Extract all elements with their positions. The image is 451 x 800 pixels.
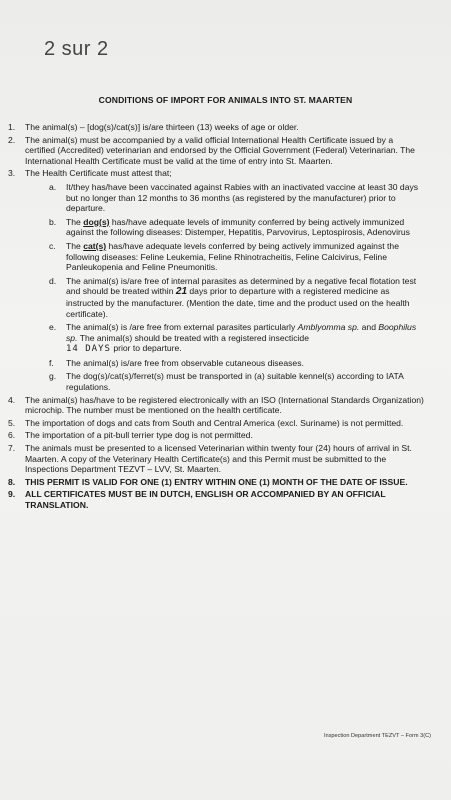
health-certificate-sublist (25, 182, 424, 393)
subcondition-a: a. It/they has/have been vaccinated against Rabies with an inactivated vaccine at least 30 days but no longer than 12 months to 36 months (as registered by the manufacturer) prior to departure. (49, 181, 419, 214)
condition-4: 4. The animal(s) has/have to be registered electronically with an ISO (International Standards Organization) microchip. The number must be mentioned on the health certificate. (8, 394, 424, 416)
subcondition-e: e. The animal(s) is /are free from external parasites particularly Amblyomma sp. and Boophilus sp. The animal(s) should be treated with a registered insecticide 14 DAYS prior to departure. (49, 322, 417, 355)
document-title: CONDITIONS OF IMPORT FOR ANIMALS INTO ST. MAARTEN (98, 95, 353, 105)
subcondition-b: b. The dog(s) has/have adequate levels of immunity conferred by being actively immunized against the following diseases: Distemper, Hepatitis, Parvovirus, Leptospirosis, Adenovirus (49, 216, 410, 238)
page-number: 2 sur 2 (44, 38, 109, 60)
subcondition-c: c. The cat(s) has/have adequate levels conferred by being actively immunized against the following diseases: Feline Leukemia, Feline Rhinotracheitis, Feline Calcivirus, Feline Panleukopenia and Feline Pneumonitis. (49, 240, 399, 273)
handwritten-days-value: 21 (175, 286, 188, 298)
condition-7: 7. The animals must be presented to a licensed Veterinarian within twenty four (24) hours of arrival in St. Maarten. A copy of the Veterinary Health Certificate(s) and this Permit must be submitted to the Inspections Department TEZVT – LVV, St. Maarten. (8, 443, 412, 475)
condition-2: 2. The animal(s) must be accompanied by a valid official International Health Certificate issued by a certified (Accredited) veterinarian and endorsed by the Official Government (Federal) Veterinarian. The International Health Certificate must be valid at the time of entry into St. Maarten. (8, 134, 415, 166)
condition-6: 6. The importation of a pit-bull terrier type dog is not permitted. (8, 430, 253, 441)
condition-1: 1. The animal(s) – [dog(s)/cat(s)] is/are thirteen (13) weeks of age or older. (8, 122, 299, 132)
condition-3: 3. The Health Certificate must attest that; a. It/they has/have been vaccinated against Rabies with an inactivated vaccine at least 30 days but no longer than 12 months to 36 months (as registered by the manufacturer) prior to departure. b. The dog(s) has/have adequate levels of immunity conferred by being actively immunized against the following diseases: Distemper, Hepatitis, Parvovirus, Leptospirosis, Adenovirus c. The cat(s) has/have adequate levels conferred by being actively immunized against the following diseases: Feline Leukemia, Feline Rhinotracheitis, Feline Calcivirus, Feline Panleukopenia and Feline Pneumonitis. d. The animal(s) is/are free of internal parasites as determined by a negative fecal flotation test and should be treated within 21 days prior to departure with a registered medicine as instructed by the manufacturer. (Mention the date, time and the product used on the health certificate). e. The animal(s) is /are free from external parasites particularly Amblyomma sp. and Boophilus sp. The animal(s) should be treated with a registered insecticide 14 DAYS prior to departure. f. The animal(s) is/are free from observable cutaneous diseases. g. The dog(s)/cat(s)/ferret(s) must be transported in (a) suitable kennel(s) according to IATA regulations. (8, 168, 424, 392)
condition-5: 5. The importation of dogs and cats from South and Central America (excl. Suriname) is not permitted. (8, 417, 404, 428)
subcondition-d: d. The animal(s) is/are free of internal parasites as determined by a negative fecal flotation test and should be treated within 21 days prior to departure with a registered medicine as instructed by the manufacturer. (Mention the date, time and the product used on the health certificate). (49, 275, 417, 319)
form-footer: Inspection Department TEZVT – Form 3(C) (323, 733, 431, 739)
handwritten-insecticide-days: 14 DAYS (66, 344, 111, 355)
conditions-list (8, 122, 424, 513)
condition-8: 8. THIS PERMIT IS VALID FOR ONE (1) ENTRY WITHIN ONE (1) MONTH OF THE DATE OF ISSUE. (8, 476, 408, 487)
subcondition-f: f. The animal(s) is/are free from observable cutaneous diseases. (49, 357, 304, 368)
condition-9: 9. ALL CERTIFICATES MUST BE IN DUTCH, ENGLISH OR ACCOMPANIED BY AN OFFICIAL TRANSLATION. (8, 489, 386, 510)
subcondition-g: g. The dog(s)/cat(s)/ferret(s) must be transported in (a) suitable kennel(s) according to IATA regulations. (49, 371, 404, 393)
